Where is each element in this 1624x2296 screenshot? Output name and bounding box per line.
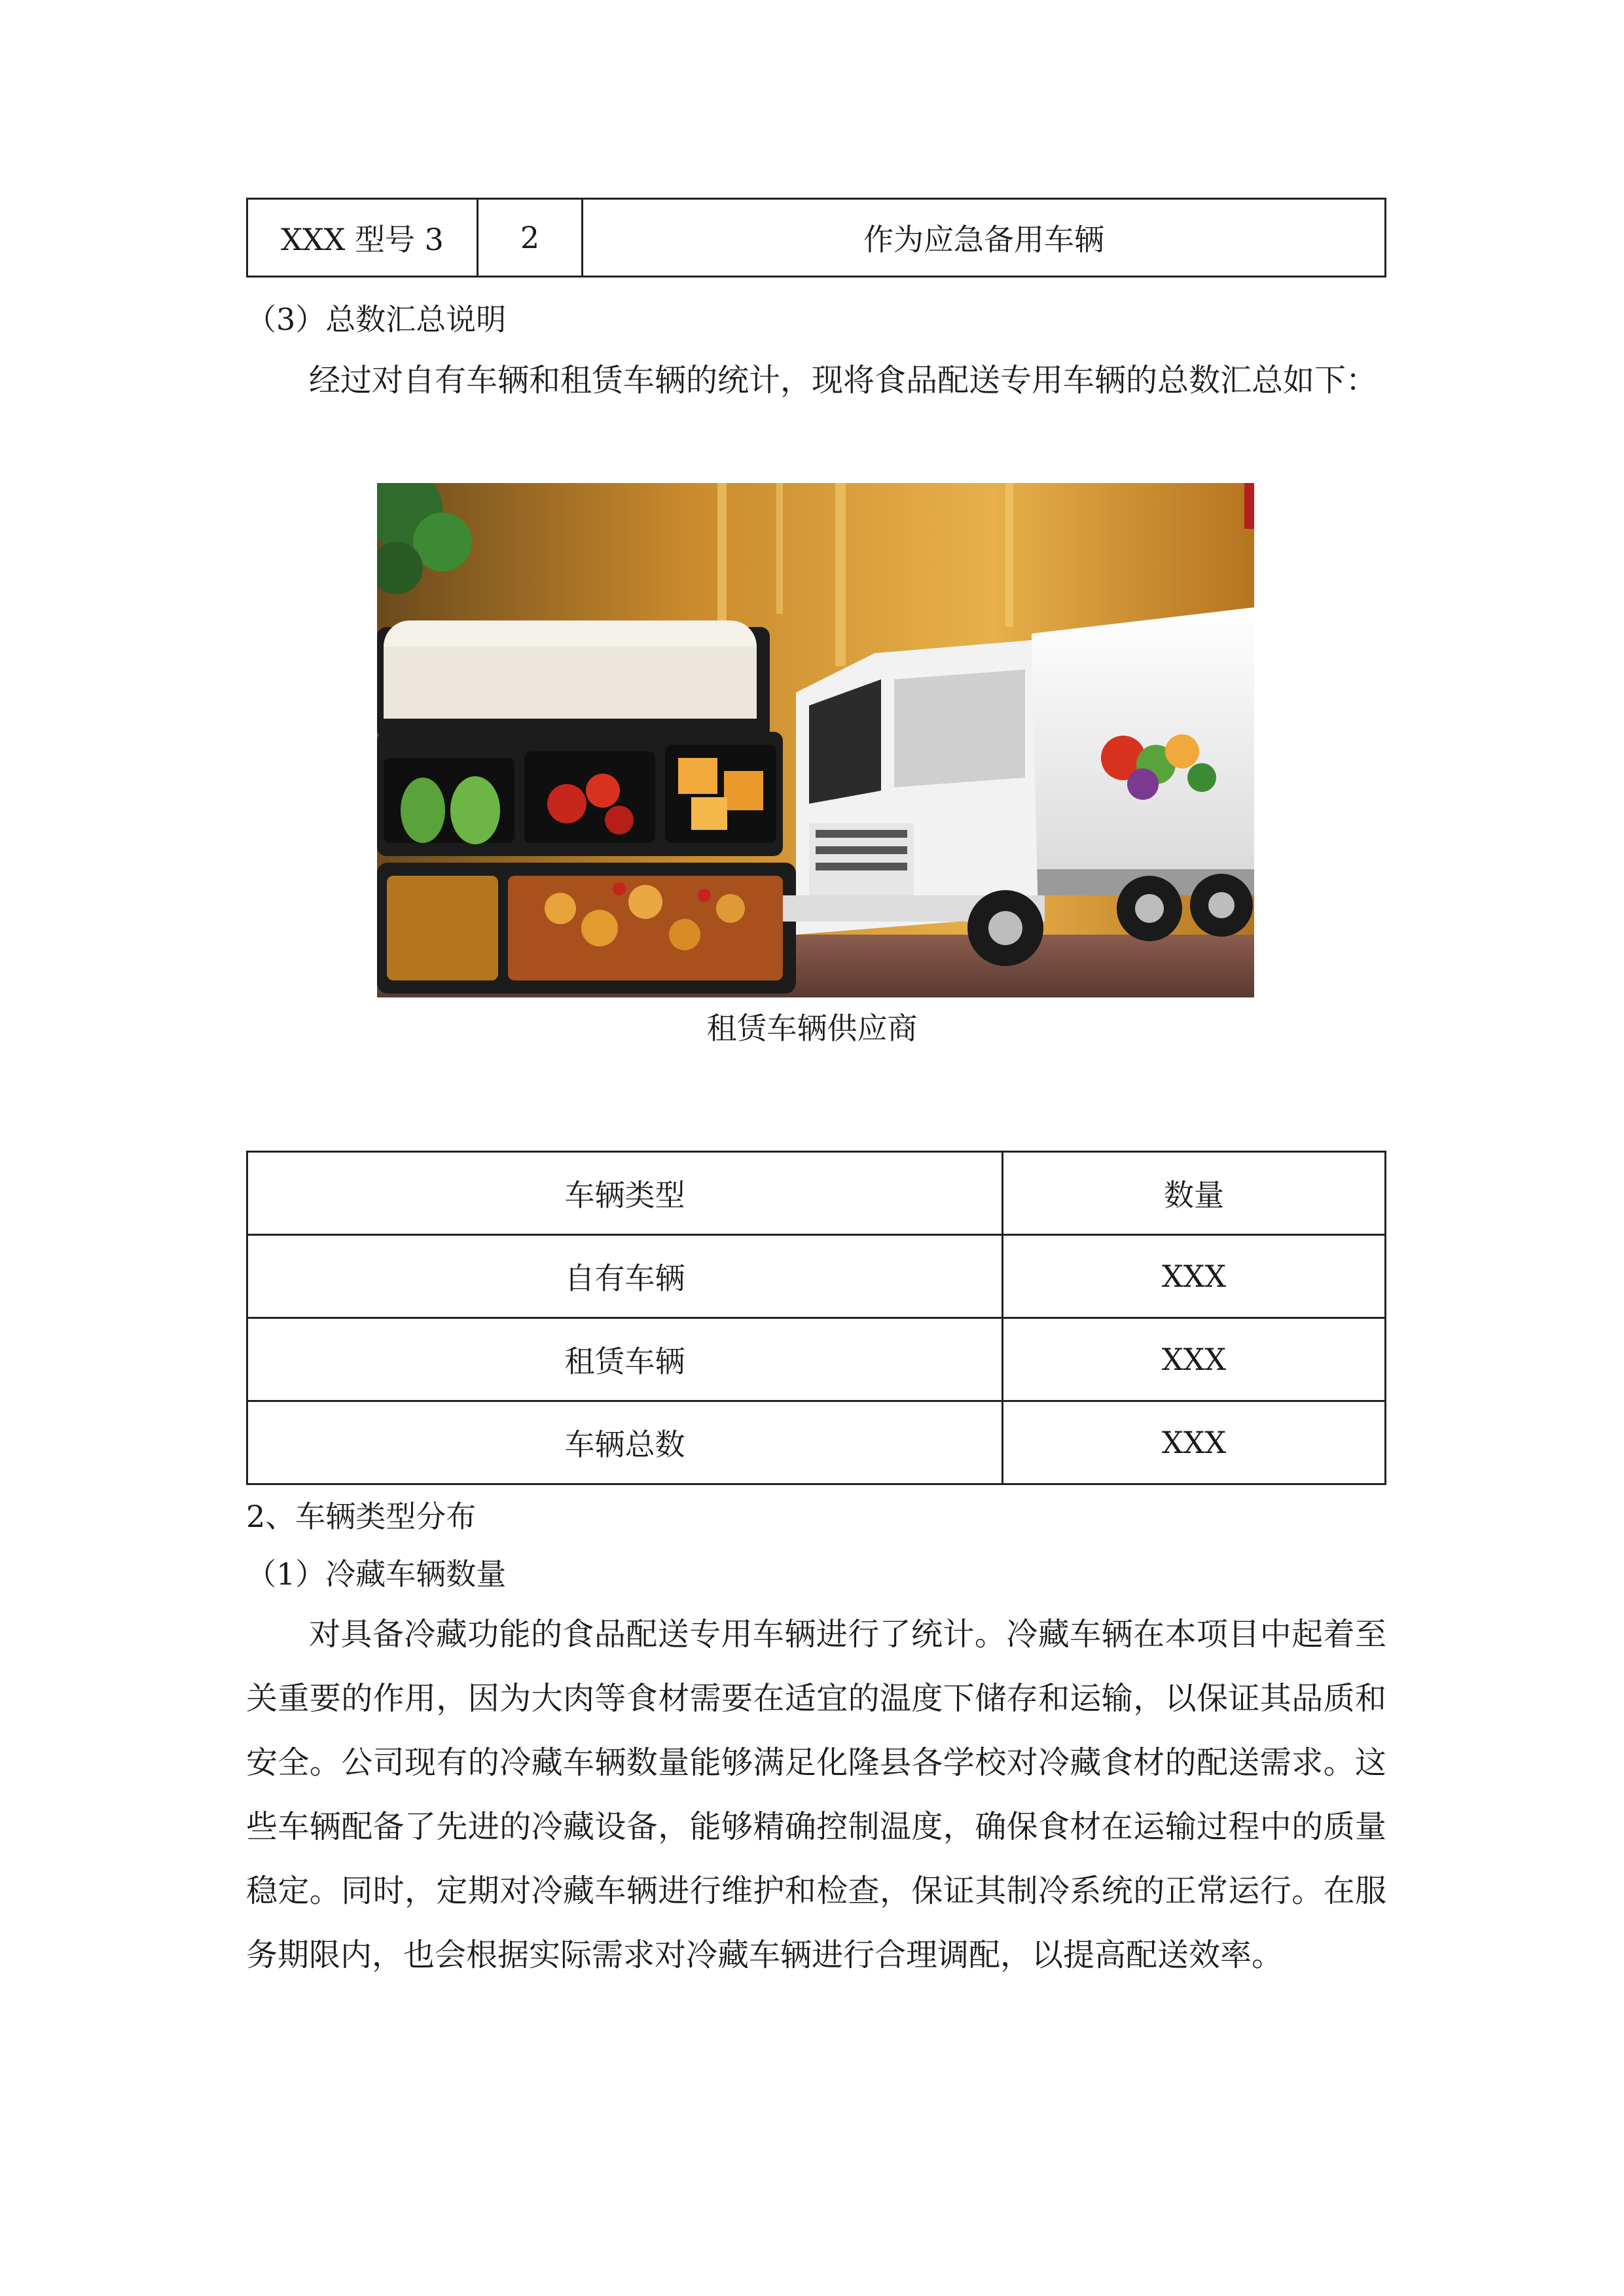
table-header-row xyxy=(247,1152,1386,1235)
header-quantity: 数量 xyxy=(1003,1152,1386,1235)
cell-note: 作为应急备用车辆 xyxy=(583,199,1386,277)
body-paragraph: 对具备冷藏功能的食品配送专用车辆进行了统计。冷藏车辆在本项目中起着至关重要的作用，因为大肉等食材需要在适宜的温度下储存和运输，以保证其品质和安全。公司现有的冷藏车辆数量能够满足化隆县各学校对冷藏食材的配送需求。这些车辆配备了先进的冷藏设备，能够精确控制温度，确保食材在运输过程中的质量稳定。同时，定期对冷藏车辆进行维护和检查，保证其制冷系统的正常运行。在服务期限内，也会根据实际需求对冷藏车辆进行合理调配，以提高配送效率。 xyxy=(246,1616,1386,1973)
table-row xyxy=(247,1318,1386,1401)
intro-paragraph: 经过对自有车辆和租赁车辆的统计，现将食品配送专用车辆的总数汇总如下： xyxy=(309,362,1378,399)
cell-count: 2 xyxy=(478,199,583,277)
header-vehicle-type: 车辆类型 xyxy=(247,1152,1003,1235)
cell-vehicle-type: 车辆总数 xyxy=(247,1401,1003,1484)
cell-model: XXX 型号 3 xyxy=(247,199,478,277)
cell-vehicle-type: 租赁车辆 xyxy=(247,1318,1003,1401)
cell-quantity: XXX xyxy=(1003,1235,1386,1318)
section-2-heading: 2、车辆类型分布 xyxy=(246,1499,477,1534)
vehicle-summary-table xyxy=(246,1151,1386,1485)
table-row xyxy=(247,1401,1386,1484)
figure-caption: 租赁车辆供应商 xyxy=(706,1011,918,1046)
illustration-svg xyxy=(377,483,1254,997)
section-3-heading: （3）总数汇总说明 xyxy=(246,302,507,337)
subsection-1-heading: （1）冷藏车辆数量 xyxy=(246,1556,507,1592)
cell-vehicle-type: 自有车辆 xyxy=(247,1235,1003,1318)
table-row xyxy=(247,199,1386,277)
cell-quantity: XXX xyxy=(1003,1318,1386,1401)
table-row xyxy=(247,1235,1386,1318)
cell-quantity: XXX xyxy=(1003,1401,1386,1484)
food-delivery-truck-image xyxy=(377,483,1254,997)
vehicle-list-table-continued xyxy=(246,198,1386,278)
